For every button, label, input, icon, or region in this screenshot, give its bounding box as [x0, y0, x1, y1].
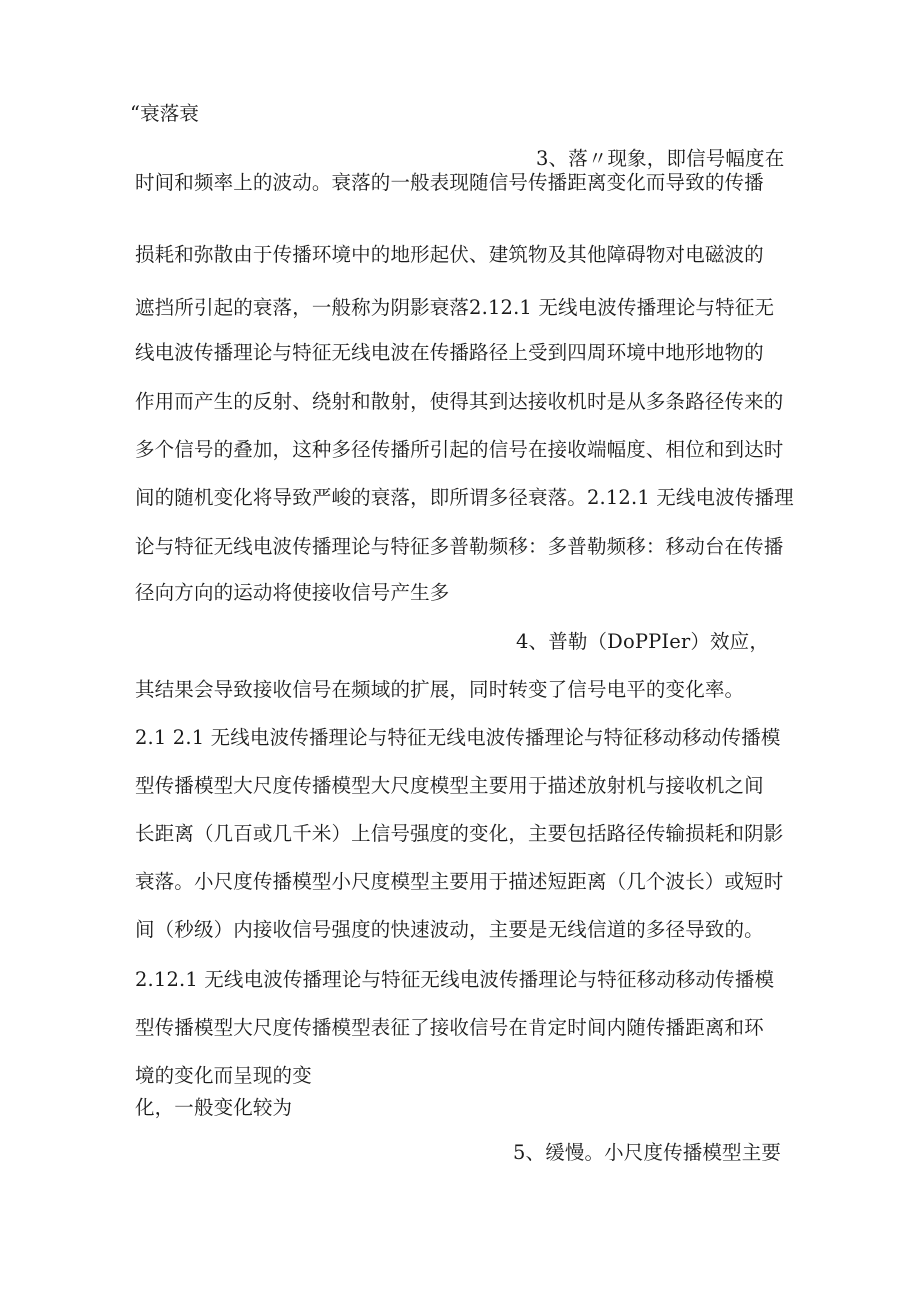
text-line: 其结果会导致接收信号在频域的扩展，同时转变了信号电平的变化率。: [135, 678, 745, 701]
text-line: 化，一般变化较为: [135, 1096, 293, 1119]
text-line: 长距离（几百或几千米）上信号强度的变化，主要包括路径传输损耗和阴影: [135, 822, 784, 845]
text-line: 线电波传播理论与特征无线电波在传播路径上受到四周环境中地形地物的: [135, 341, 764, 364]
text-line: 遮挡所引起的衰落，一般称为阴影衰落2.12.1 无线电波传播理论与特征无: [135, 296, 775, 319]
text-line: 型传播模型大尺度传播模型大尺度模型主要用于描述放射机与接收机之间: [135, 774, 764, 797]
text-line: 4、普勒（DoPPIer）效应，: [516, 630, 769, 653]
text-line: 衰落。小尺度传播模型小尺度模型主要用于描述短距离（几个波长）或短时: [135, 870, 784, 893]
text-line: “衰落衰: [130, 102, 200, 125]
text-line: 型传播模型大尺度传播模型表征了接收信号在肯定时间内随传播距离和环: [135, 1016, 764, 1039]
text-line: 间（秒级）内接收信号强度的快速波动，主要是无线信道的多径导致的。: [135, 918, 764, 941]
text-line: 间的随机变化将导致严峻的衰落，即所谓多径衰落。2.12.1 无线电波传播理: [135, 486, 794, 509]
text-line: 2.12.1 无线电波传播理论与特征无线电波传播理论与特征移动移动传播模: [135, 968, 775, 991]
text-line: 作用而产生的反射、绕射和散射，使得其到达接收机时是从多条路径传来的: [135, 390, 784, 413]
text-line: 时间和频率上的波动。衰落的一般表现随信号传播距离变化而导致的传播: [135, 171, 764, 194]
text-line: 损耗和弥散由于传播环境中的地形起伏、建筑物及其他障碍物对电磁波的: [135, 243, 764, 266]
text-line: 多个信号的叠加，这种多径传播所引起的信号在接收端幅度、相位和到达时: [135, 438, 784, 461]
text-line: 论与特征无线电波传播理论与特征多普勒频移：多普勒频移：移动台在传播: [135, 535, 784, 558]
text-line: 境的变化而呈现的变: [135, 1064, 312, 1087]
text-line: 径向方向的运动将使接收信号产生多: [135, 581, 450, 604]
text-line: 2.1 2.1 无线电波传播理论与特征无线电波传播理论与特征移动移动传播模: [135, 726, 781, 749]
text-line: 3、落〃现象，即信号幅度在: [536, 147, 785, 170]
text-line: 5、缓慢。小尺度传播模型主要: [513, 1141, 782, 1164]
